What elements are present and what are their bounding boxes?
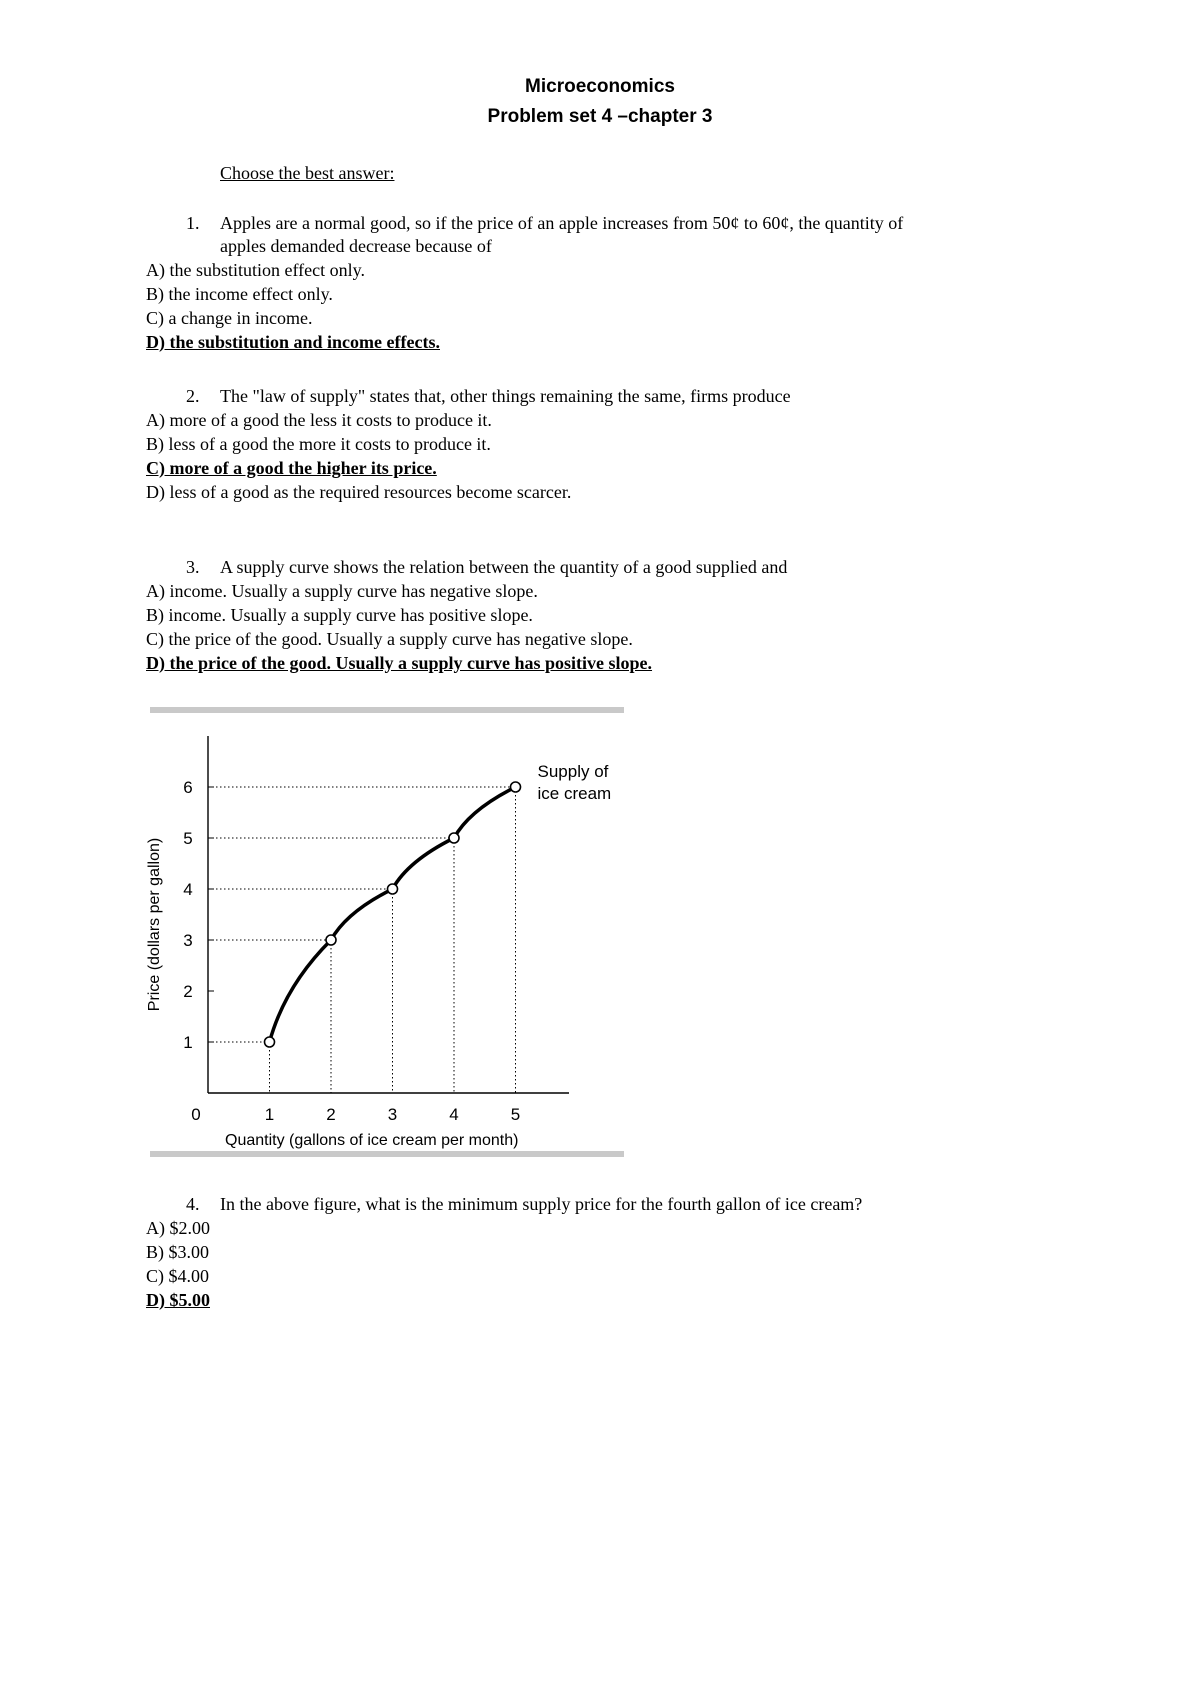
series-label: Supply of: [537, 762, 609, 781]
y-tick-label: 4: [183, 880, 193, 899]
x-tick-label: 5: [510, 1105, 521, 1124]
answer-option-correct: C) more of a good the higher its price.: [146, 458, 437, 478]
answer-option: B) $3.00: [146, 1242, 209, 1262]
x-tick-label: 3: [387, 1105, 398, 1124]
question-1-stem-cont: apples demanded decrease because of: [220, 236, 492, 256]
question-1-stem: [186, 212, 903, 234]
answer-option: A) $2.00: [146, 1218, 210, 1238]
answer-option: C) $4.00: [146, 1266, 209, 1286]
question-number: 3.: [186, 557, 200, 577]
answer-option: A) the substitution effect only.: [146, 260, 365, 280]
question-text: In the above figure, what is the minimum supply price for the fourth gallon of ice cream?: [220, 1194, 863, 1214]
answer-option-correct: D) $5.00: [146, 1290, 210, 1310]
figure-top-rule: [150, 707, 624, 713]
document-subtitle: Problem set 4 –chapter 3: [487, 106, 713, 127]
supply-point: [326, 935, 336, 945]
y-axis-title: Price (dollars per gallon): [146, 837, 163, 1012]
y-tick-label: 5: [183, 829, 193, 848]
y-tick-label: 2: [183, 982, 193, 1001]
supply-point: [449, 833, 459, 843]
question-text: A supply curve shows the relation between the quantity of a good supplied and: [220, 557, 788, 577]
question-2-stem: [186, 385, 791, 407]
question-text: Apples are a normal good, so if the price of an apple increases from 50¢ to 60¢, the quantity of: [220, 213, 904, 233]
series-label: ice cream: [537, 784, 612, 803]
question-number: 1.: [186, 213, 200, 233]
supply-point: [265, 1037, 275, 1047]
document-title: Microeconomics: [525, 76, 675, 97]
answer-option: C) a change in income.: [146, 308, 313, 328]
y-tick-label: 6: [183, 778, 193, 797]
answer-option: A) more of a good the less it costs to produce it.: [146, 410, 492, 430]
x-tick-label: 2: [326, 1105, 336, 1124]
y-tick-label: 3: [183, 931, 193, 950]
question-4-stem: [186, 1193, 862, 1215]
supply-point: [511, 782, 521, 792]
question-3-stem: [186, 556, 787, 578]
question-text: The "law of supply" states that, other things remaining the same, firms produce: [220, 386, 791, 406]
x-tick-label: 0: [191, 1105, 201, 1124]
question-number: 2.: [186, 386, 200, 406]
x-axis-title: Quantity (gallons of ice cream per month): [225, 1132, 519, 1149]
y-tick-label: 1: [183, 1033, 193, 1052]
x-tick-label: 4: [449, 1105, 459, 1124]
answer-option-correct: D) the substitution and income effects.: [146, 332, 440, 352]
answer-option-correct: D) the price of the good. Usually a supply curve has positive slope.: [146, 653, 653, 673]
supply-point: [388, 884, 398, 894]
answer-option: D) less of a good as the required resources become scarcer.: [146, 482, 572, 502]
answer-option: B) less of a good the more it costs to produce it.: [146, 434, 491, 454]
answer-option: C) the price of the good. Usually a supply curve has negative slope.: [146, 629, 633, 649]
answer-option: B) income. Usually a supply curve has positive slope.: [146, 605, 533, 625]
supply-chart: [140, 718, 660, 1158]
figure-bottom-rule: [150, 1151, 624, 1157]
x-tick-label: 1: [264, 1105, 275, 1124]
answer-option: A) income. Usually a supply curve has negative slope.: [146, 581, 538, 601]
instruction-text: Choose the best answer:: [220, 163, 395, 183]
question-number: 4.: [186, 1194, 200, 1214]
answer-option: B) the income effect only.: [146, 284, 333, 304]
